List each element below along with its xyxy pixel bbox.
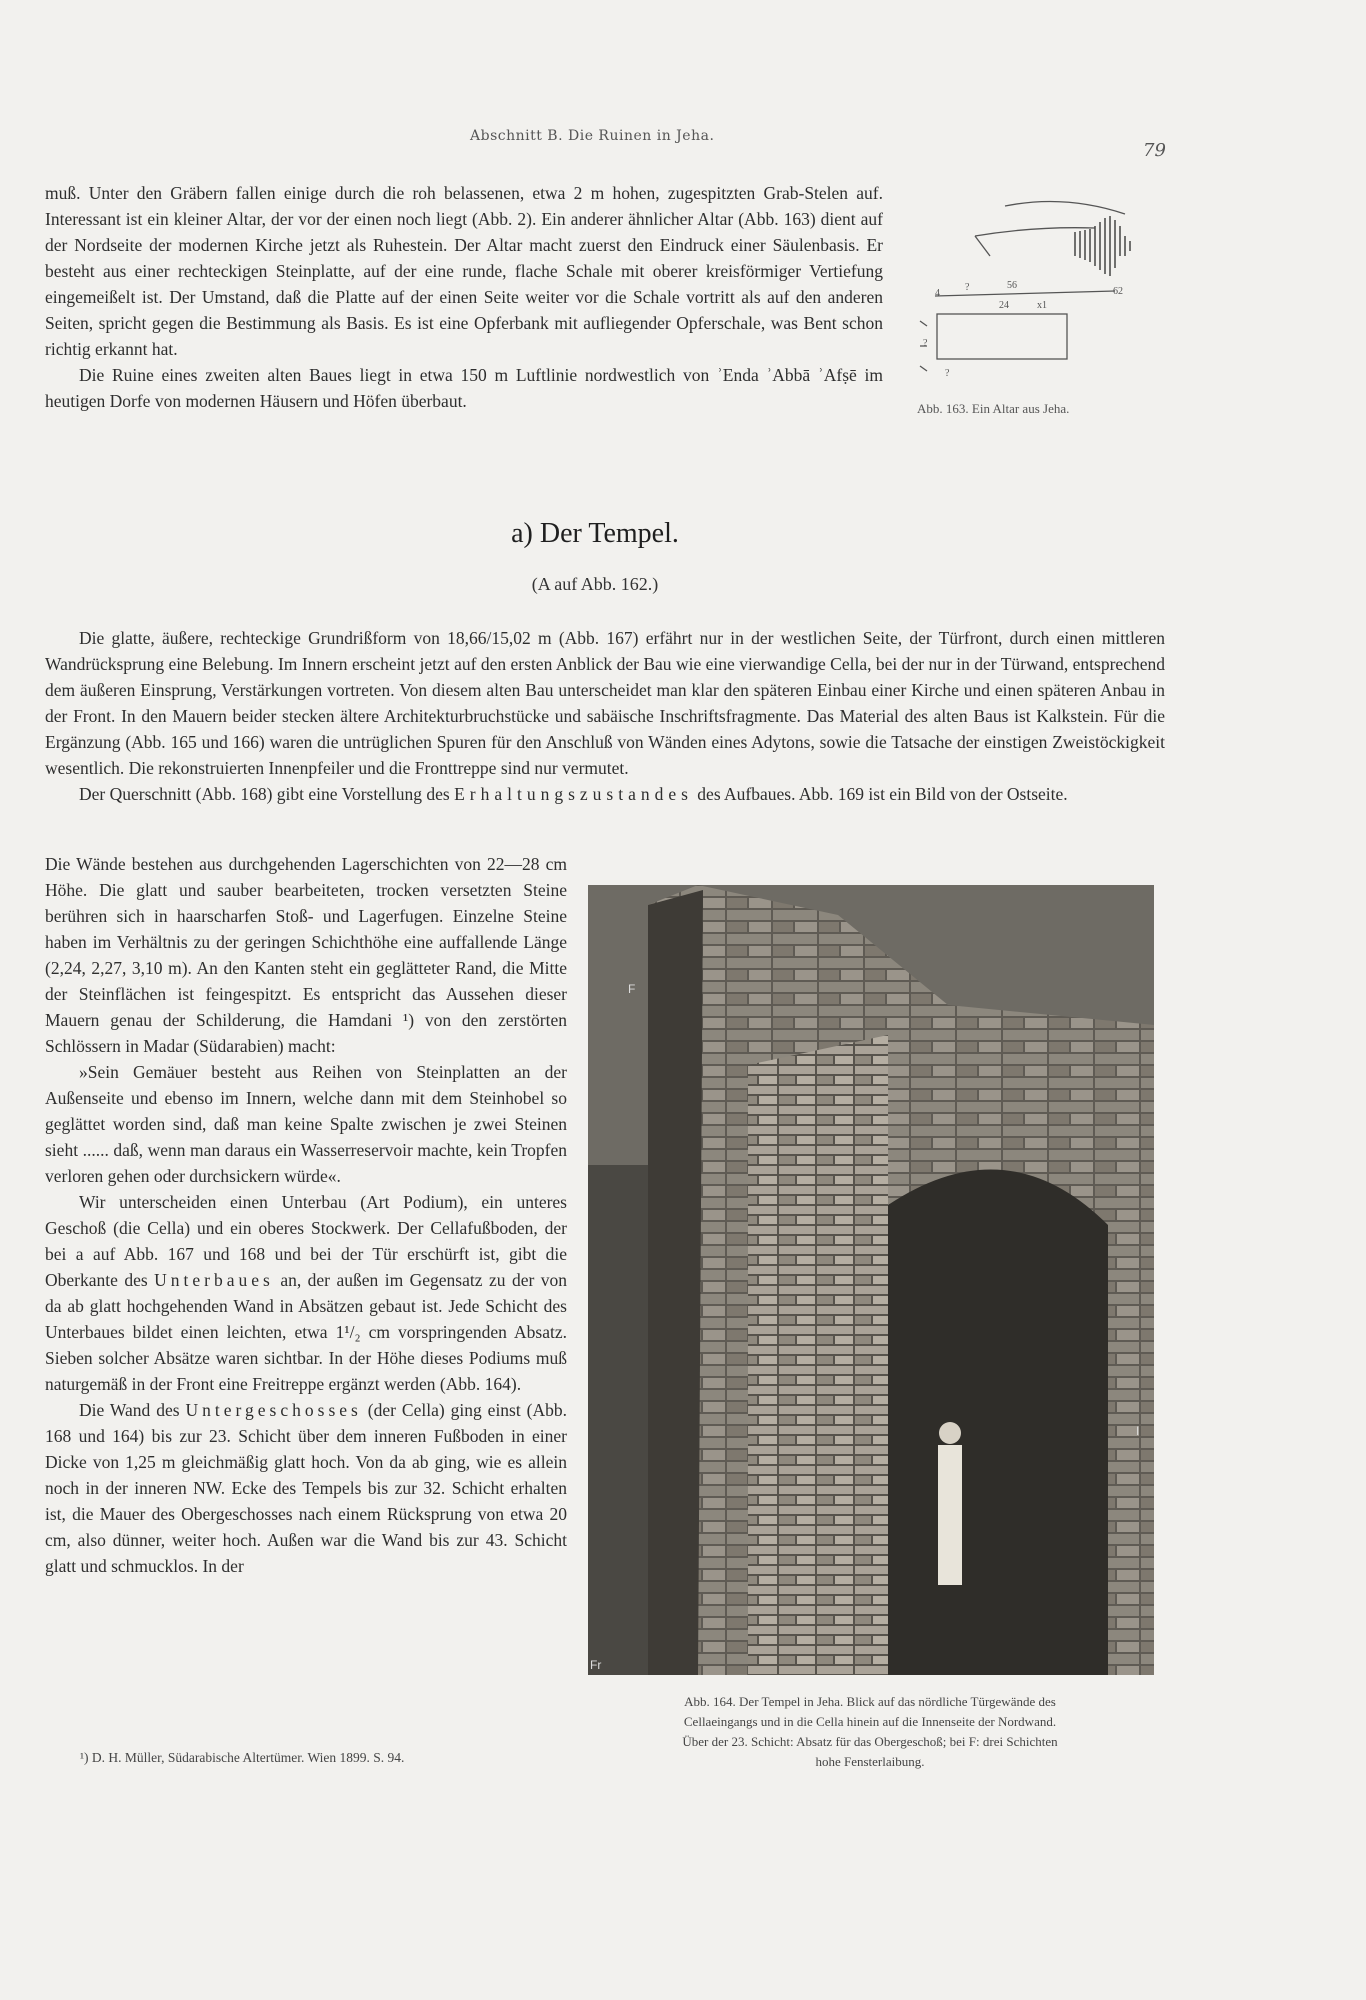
photo-label-f: F bbox=[628, 982, 636, 996]
body-paragraph-2-b: des Aufbaues. Abb. 169 ist ein Bild von der Ostseite. bbox=[697, 784, 1068, 804]
altar-label-7: ? bbox=[923, 338, 928, 349]
body-paragraph-2-a: Der Querschnitt (Abb. 168) gibt eine Vorstellung des bbox=[79, 784, 450, 804]
body-paragraph-5 bbox=[45, 1397, 567, 1579]
altar-bowl-top bbox=[975, 228, 1095, 236]
temple-photo-image bbox=[588, 885, 1154, 1675]
altar-label-2: ? bbox=[965, 282, 970, 293]
figure-164-caption-line-4: hohe Fensterlaibung. bbox=[815, 1754, 925, 1769]
altar-label-5: x1 bbox=[1037, 300, 1047, 311]
altar-label-6: 62 bbox=[1113, 286, 1123, 297]
figure-164-caption-line-3: Über der 23. Schicht: Absatz für das Obergeschoß; bei F: drei Schichten bbox=[682, 1734, 1058, 1749]
section-title: a) Der Tempel. bbox=[511, 518, 679, 549]
body-text-full-width bbox=[45, 625, 1165, 807]
body-paragraph-2-lead bbox=[45, 781, 1165, 807]
intro-text bbox=[45, 180, 883, 414]
altar-base-outline bbox=[937, 314, 1067, 359]
standing-figure bbox=[938, 1445, 962, 1585]
temple-photograph bbox=[588, 885, 1154, 1675]
altar-slab-edge bbox=[975, 236, 990, 256]
vegetation-left bbox=[588, 1165, 658, 1675]
figure-164-caption-line-1: Abb. 164. Der Tempel in Jeha. Blick auf das nördliche Türgewände des bbox=[684, 1694, 1056, 1709]
body-paragraph-4-b: an, der außen im Gegensatz zu der von da ab glatt hochgehenden Wand in Absätzen gebaut ist. Jede Schicht des Unterbaues bildet einen leichten, etwa 1¹/₂ cm vorspringenden Absatz. Sieben solcher Absätze waren sichtbar. In der Höhe dieses Podiums muß naturgemäß in der Front eine Freitreppe ergänzt werden (Abb. 164). bbox=[45, 1270, 568, 1394]
cella-entrance bbox=[888, 1169, 1108, 1675]
altar-label-8: ? bbox=[945, 368, 950, 379]
intro-paragraph-1: muß. Unter den Gräbern fallen einige durch die roh belassenen, etwa 2 m hohen, zugespitzten Grab-Stelen auf. Interessant ist ein kleiner Altar, der vor der einen noch liegt (Abb. 2). Ein anderer ähnlicher Altar (Abb. 163) dient auf der Nordseite der modernen Kirche jetzt als Ruhestein. Der Altar macht zuerst den Eindruck einer Säulenbasis. Er besteht aus einer rechteckigen Steinplatte, auf der eine runde, flache Schale mit oberer kreisförmiger Vertiefung eingemeißelt ist. Der Umstand, daß die Platte auf der einen Seite weiter vor die Schale vortritt als auf den anderen Seiten, spricht gegen die Bestimmung als Basis. Es ist eine Opferbank mit aufliegender Opferschale, was Bent schon richtig erkannt hat. bbox=[45, 183, 883, 359]
figure-164-caption bbox=[585, 1692, 1155, 1772]
body-paragraph-5-b: (der Cella) ging einst (Abb. 168 und 164) bis zur 23. Schicht über dem inneren Fußboden in einer Dicke von 1,25 m gleichmäßig glatt hoch. Von da ab ging, wie es allein noch in der inneren NW. Ecke des Tempels bis zur 32. Schicht erhalten ist, die Mauer des Obergeschosses nach einem Rücksprung von etwa 20 cm, also dünner, weiter hoch. Außen war die Wand bis zur 43. Schicht glatt und schmucklos. In der bbox=[45, 1400, 568, 1576]
body-paragraph-4-a: Wir unterscheiden einen Unterbau (Art Podium), ein unteres Geschoß (die Cella) und ein oberes Stockwerk. Der Cellafußboden, der bei a auf Abb. 167 und 168 und bei der Tür erschürft ist, gibt die Oberkante des bbox=[45, 1192, 567, 1290]
door-jamb bbox=[748, 1035, 888, 1675]
spaced-word-erhaltungszustandes: Erhaltungszustandes bbox=[454, 784, 693, 804]
body-text-column bbox=[45, 851, 567, 1579]
figure-163-caption: Abb. 163. Ein Altar aus Jeha. bbox=[917, 401, 1070, 416]
figure-164-caption-line-2: Cellaeingangs und in die Cella hinein auf die Innenseite der Nordwand. bbox=[683, 1714, 1057, 1729]
photo-label-i: I bbox=[1136, 1424, 1140, 1438]
altar-label-3: 56 bbox=[1007, 280, 1017, 291]
hamdani-quote: »Sein Gemäuer besteht aus Reihen von Steinplatten an der Außenseite und ebenso im Innern, welche dann mit dem Steinhobel so geglättet worden sind, daß man keine Spalte zwischen je zwei Steinen sieht ...... daß, wenn man daraus ein Wasserreservoir machte, kein Tropfen verloren gehen oder durchsickern würde«. bbox=[45, 1062, 567, 1186]
photo-label-fr: Fr bbox=[590, 1658, 602, 1672]
footnote: ¹) D. H. Müller, Südarabische Altertümer. Wien 1899. S. 94. bbox=[80, 1750, 405, 1765]
body-paragraph-5-a: Die Wand des bbox=[79, 1400, 180, 1420]
spaced-word-untergeschosses: Untergeschosses bbox=[185, 1400, 362, 1420]
altar-sketch bbox=[915, 196, 1165, 396]
running-head: Abschnitt B. Die Ruinen in Jeha. bbox=[470, 128, 715, 144]
spaced-word-unterbaues: Unterbaues bbox=[154, 1270, 274, 1290]
section-subtitle: (A auf Abb. 162.) bbox=[531, 574, 659, 594]
altar-bowl-rim bbox=[1005, 202, 1125, 215]
altar-label-4: 24 bbox=[999, 300, 1009, 311]
wall-shadow bbox=[648, 890, 703, 1675]
body-paragraph-4 bbox=[45, 1189, 567, 1397]
figure-head bbox=[939, 1422, 961, 1444]
altar-slab-front bbox=[935, 291, 1115, 296]
page-number: 79 bbox=[1143, 140, 1166, 161]
intro-paragraph-2: Die Ruine eines zweiten alten Baues liegt in etwa 150 m Luftlinie nordwestlich von ʾEnda ʾAbbā ʾAfṣē im heutigen Dorfe von modernen Häusern und Höfen überbaut. bbox=[45, 365, 883, 411]
body-paragraph-1: Die glatte, äußere, rechteckige Grundrißform von 18,66/15,02 m (Abb. 167) erfährt nur in der westlichen Seite, der Türfront, durch einen mittleren Wandrücksprung eine Belebung. Im Innern erscheint jetzt auf den ersten Anblick der Bau wie eine vierwandige Cella, bei der nur in der Türwand, entsprechend dem äußeren Einsprung, Verstärkungen vortreten. Von diesem alten Bau unterscheidet man klar den späteren Einbau einer Kirche und einen späteren Anbau in der Front. In den Mauern beider stecken ältere Architekturbruchstücke und sabäische Inschriftsfragmente. Das Material des alten Baus ist Kalkstein. Für die Ergänzung (Abb. 165 und 166) waren die untrüglichen Spuren für den Anschluß von Wänden eines Adytons, sowie die Tatsache der einstigen Zweistöckigkeit wesentlich. Die rekonstruierten Innenpfeiler und die Fronttreppe sind nur vermutet. bbox=[45, 628, 1165, 778]
altar-sketch-figure bbox=[915, 196, 1165, 396]
altar-label-1: 4 bbox=[935, 288, 940, 299]
body-paragraph-2-continued: Die Wände bestehen aus durchgehenden Lagerschichten von 22—28 cm Höhe. Die glatt und sauber bearbeiteten, trocken versetzten Steine berühren sich in haarscharfen Stoß- und Lagerfugen. Einzelne Steine haben im Verhältnis zu der geringen Schichthöhe eine auffallende Länge (2,24, 2,27, 3,10 m). An den Kanten steht ein geglätteter Rand, die Mitte der Steinflächen ist feingespitzt. Es entspricht das Aussehen dieser Mauern genau der Schilderung, die Hamdani ¹) von den zerstörten Schlössern in Madar (Südarabien) macht: bbox=[45, 854, 567, 1056]
